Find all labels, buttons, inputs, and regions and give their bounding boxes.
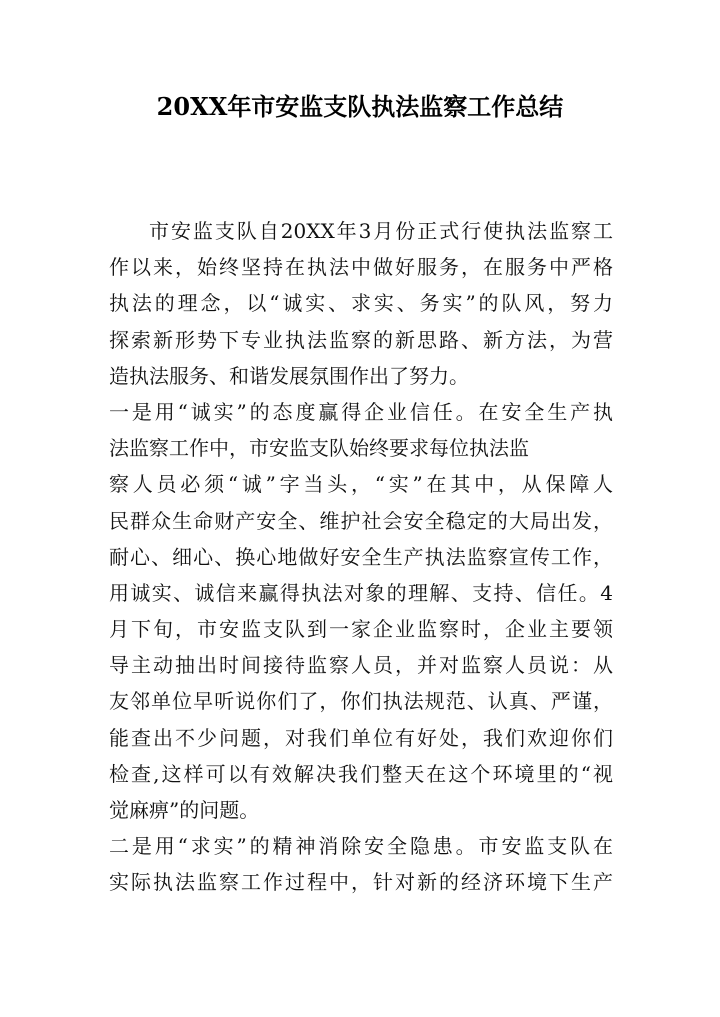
- body-line: 作以来，始终坚持在执法中做好服务，在服务中严格: [109, 255, 613, 280]
- body-line: 探索新形势下专业执法监察的新思路、新方法，为营: [109, 327, 613, 352]
- body-line: 二是用“求实”的精神消除安全隐患。市安监支队在: [109, 834, 613, 859]
- body-line: 一是用“诚实”的态度赢得企业信任。在安全生产执: [109, 399, 613, 424]
- body-line: 用诚实、诚信来赢得执法对象的理解、支持、信任。4: [109, 580, 613, 605]
- body-line: 耐心、细心、换心地做好安全生产执法监察宣传工作，: [109, 544, 613, 569]
- body-line: 月下旬，市安监支队到一家企业监察时，企业主要领: [109, 617, 613, 642]
- body-line: 法监察工作中，市安监支队始终要求每位执法监: [109, 436, 529, 461]
- body-line: 能查出不少问题，对我们单位有好处，我们欢迎你们: [109, 725, 613, 750]
- document-title: 20XX年市安监支队执法监察工作总结: [156, 92, 564, 121]
- body-line: 导主动抽出时间接待监察人员，并对监察人员说：从: [109, 653, 613, 678]
- body-line: 觉麻痹”的问题。: [109, 798, 260, 822]
- body-line: 执法的理念，以“诚实、求实、务实”的队风，努力: [109, 291, 613, 316]
- body-line: 友邻单位早听说你们了，你们执法规范、认真、严谨，: [109, 689, 613, 714]
- body-line: 实际执法监察工作过程中，针对新的经济环境下生产: [109, 870, 613, 895]
- body-line: 造执法服务、和谐发展氛围作出了努力。: [109, 363, 469, 388]
- body-line: 市安监支队自20XX年3月份正式行使执法监察工: [149, 219, 613, 243]
- body-line: 察人员必须“诚”字当头，“实”在其中，从保障人: [109, 472, 613, 497]
- body-line: 民群众生命财产安全、维护社会安全稳定的大局出发，: [109, 508, 613, 533]
- document-body: [109, 213, 613, 901]
- body-line: 检查,这样可以有效解决我们整天在这个环境里的“视: [109, 761, 613, 786]
